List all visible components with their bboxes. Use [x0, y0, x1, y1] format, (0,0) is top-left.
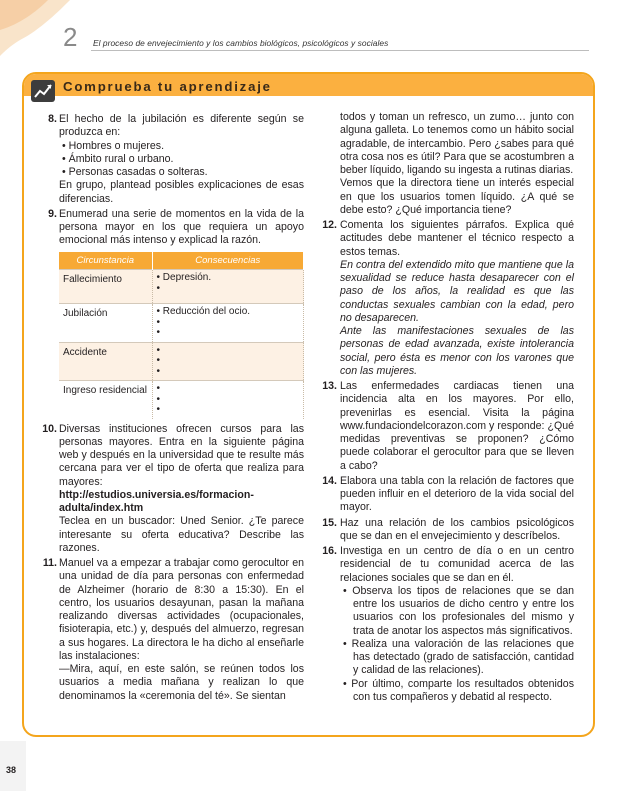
exercise-text: Comenta los siguientes párrafos. Explica qué actitudes debe mantener el técnico respecto a estos temas.: [340, 219, 574, 258]
chapter-title: El proceso de envejecimiento y los cambios biológicos, psicológicos y sociales: [93, 38, 389, 48]
list-item: • Ámbito rural o urbano.: [62, 152, 174, 165]
table-bullet: •: [156, 393, 161, 405]
exercise-text: En grupo, plantead posibles explicaciones de esas diferencias.: [59, 179, 304, 205]
exercise-16: [316, 545, 574, 704]
exercise-number: 15.: [322, 516, 337, 529]
exercise-11: [36, 557, 304, 703]
table-header: Circunstancia: [59, 252, 152, 270]
exercise-11-continued: [316, 111, 574, 217]
exercise-9: [36, 208, 304, 248]
exercise-text: Las enfermedades cardiacas tienen una incidencia alta en los mayores. Por ello, prevenirlas es esencial. Visita la página www.fundaciondelcorazon.com y responde: ¿Qué medidas preventivas se proponen? ¿Cómo puede colaborar el gerocultor para que se lleven a cabo?: [340, 380, 574, 472]
page-number: 38: [6, 765, 17, 775]
exercise-quote: —Mira, aquí, en este salón, se reúnen todos los usuarios a media mañana y realizan lo que denominamos la «ceremonia del té». Se sientan: [59, 663, 304, 702]
table-row: [59, 270, 304, 304]
list-item: • Observa los tipos de relaciones que se dan entre los usuarios de dicho centro y entre los usuarios con los profesionales del mismo y trata de anotar los aspectos más significativos.: [343, 584, 574, 637]
table-header: Consecuencias: [152, 252, 304, 270]
table-bullet: • Depresión.: [156, 272, 212, 283]
exercise-number: 16.: [322, 545, 337, 557]
exercise-text: Vemos que la directora tiene un interés especial en que los usuarios tomen líquido. ¿A qué se debe esto? ¿Qué importancia tiene?: [340, 177, 574, 216]
exercise-text: Investiga en un centro de día o en un centro residencial de tu comunidad acerca de las relaciones sociales que se dan en él.: [340, 545, 574, 584]
table-bullet: •: [156, 404, 161, 415]
exercise-number: 9.: [48, 207, 57, 220]
exercise-14: [316, 475, 574, 515]
exercise-12: [316, 219, 574, 378]
list-item: • Por último, comparte los resultados obtenidos con tus compañeros y debatid al respecto.: [343, 677, 574, 703]
table-bullet: •: [156, 282, 161, 294]
table-cell: [152, 270, 304, 304]
table-bullet: •: [156, 365, 161, 377]
exercise-15: [316, 517, 574, 544]
table-row: [59, 381, 304, 419]
table-bullet: •: [156, 327, 161, 338]
exercise-quote: En contra del extendido mito que mantiene que la sexualidad se reduce hasta desaparecer con el paso de los años, la realidad es que las conductas sexuales cambian con la edad, pero no desaparecen.: [340, 258, 574, 324]
table-row: [59, 304, 304, 343]
circumstance-table: [59, 252, 304, 419]
exercise-number: 11.: [42, 557, 57, 569]
table-row: [59, 342, 304, 381]
table-bullet: •: [156, 355, 161, 366]
exercise-quote: Ante las manifestaciones sexuales de las personas de edad avanzada, existe intolerancia social, pero ésta es menor con los varones que con las mujeres.: [340, 325, 574, 377]
exercise-text: El hecho de la jubilación es diferente según se produzca en:: [59, 113, 304, 139]
exercise-text: Teclea en un buscador: Uned Senior. ¿Te parece interesante su oferta educativa? Describe las razones.: [59, 515, 304, 554]
exercise-8: [36, 113, 304, 206]
exercise-text: Haz una relación de los cambios psicológicos que se dan en el envejecimiento y descríbelos.: [340, 516, 574, 542]
exercise-text: Enumerad una serie de momentos en la vida de la persona mayor en los que requiera un apoyo emocional más intenso y explicad la razón.: [59, 207, 304, 247]
right-column: [316, 111, 574, 706]
exercise-text: Manuel va a empezar a trabajar como gerocultor en una unidad de día para personas con enfermedad de Alzheimer (horario de 8:30 a 15:30). En el centro, los usuarios desayunan, pasan la mañana realizando diversas actividades (ocupacionales, fisioterapia, etc.) y, después del almuerzo, regresan a sus hogares. La directora le ha dicho al enseñarle las instalaciones:: [59, 557, 304, 662]
section-title: Comprueba tu aprendizaje: [63, 79, 272, 94]
table-cell: Fallecimiento: [59, 270, 152, 304]
list-item: • Personas casadas o solteras.: [62, 166, 208, 178]
exercise-number: 12.: [322, 219, 337, 231]
table-bullet: •: [156, 383, 161, 394]
exercise-text: Diversas instituciones ofrecen cursos para las personas mayores. Entra en la siguiente página web y después en la universidad que te resulte más cercana para ver el tipo de oferta que realiza para mayores:: [59, 422, 304, 488]
header-swirl-decoration: [0, 0, 70, 60]
exercise-13: [316, 380, 574, 473]
table-bullet: • Reducción del ocio.: [156, 306, 251, 317]
exercise-number: 8.: [48, 113, 57, 125]
table-bullet: •: [156, 316, 161, 328]
table-cell: Accidente: [59, 342, 152, 381]
chapter-number: 2: [63, 22, 78, 52]
web-link[interactable]: http://estudios.universia.es/formacion-adulta/index.htm: [59, 488, 254, 514]
header-divider: [91, 50, 589, 51]
table-cell: [152, 342, 304, 381]
exercise-10: [36, 423, 304, 556]
exercise-number: 13.: [322, 380, 337, 392]
exercise-number: 10.: [42, 422, 57, 435]
table-cell: [152, 304, 304, 343]
list-item: • Hombres o mujeres.: [62, 139, 165, 152]
table-bullet: •: [156, 344, 161, 356]
table-cell: Jubilación: [59, 304, 152, 343]
exercise-text: Elabora una tabla con la relación de factores que pueden influir en el deterioro de la vida social del mayor.: [340, 474, 574, 514]
chart-trend-icon: [30, 79, 56, 103]
exercise-number: 14.: [322, 474, 337, 487]
table-cell: Ingreso residencial: [59, 381, 152, 419]
exercise-text: todos y toman un refresco, un zumo… junto con alguna galleta. Lo tenemos como un hábito social agradable, de intercambio. Pero ¿sabes para qué otra cosa nos es útil? Para que se acostumbren a beber líquido, ligando su ingesta a rutinas diarias.: [340, 111, 574, 176]
list-item: • Realiza una valoración de las relaciones que has detectado (grado de satisfacción, cantidad y calidad de las relaciones).: [343, 637, 574, 677]
table-cell: [152, 381, 304, 419]
left-column: [36, 113, 304, 705]
